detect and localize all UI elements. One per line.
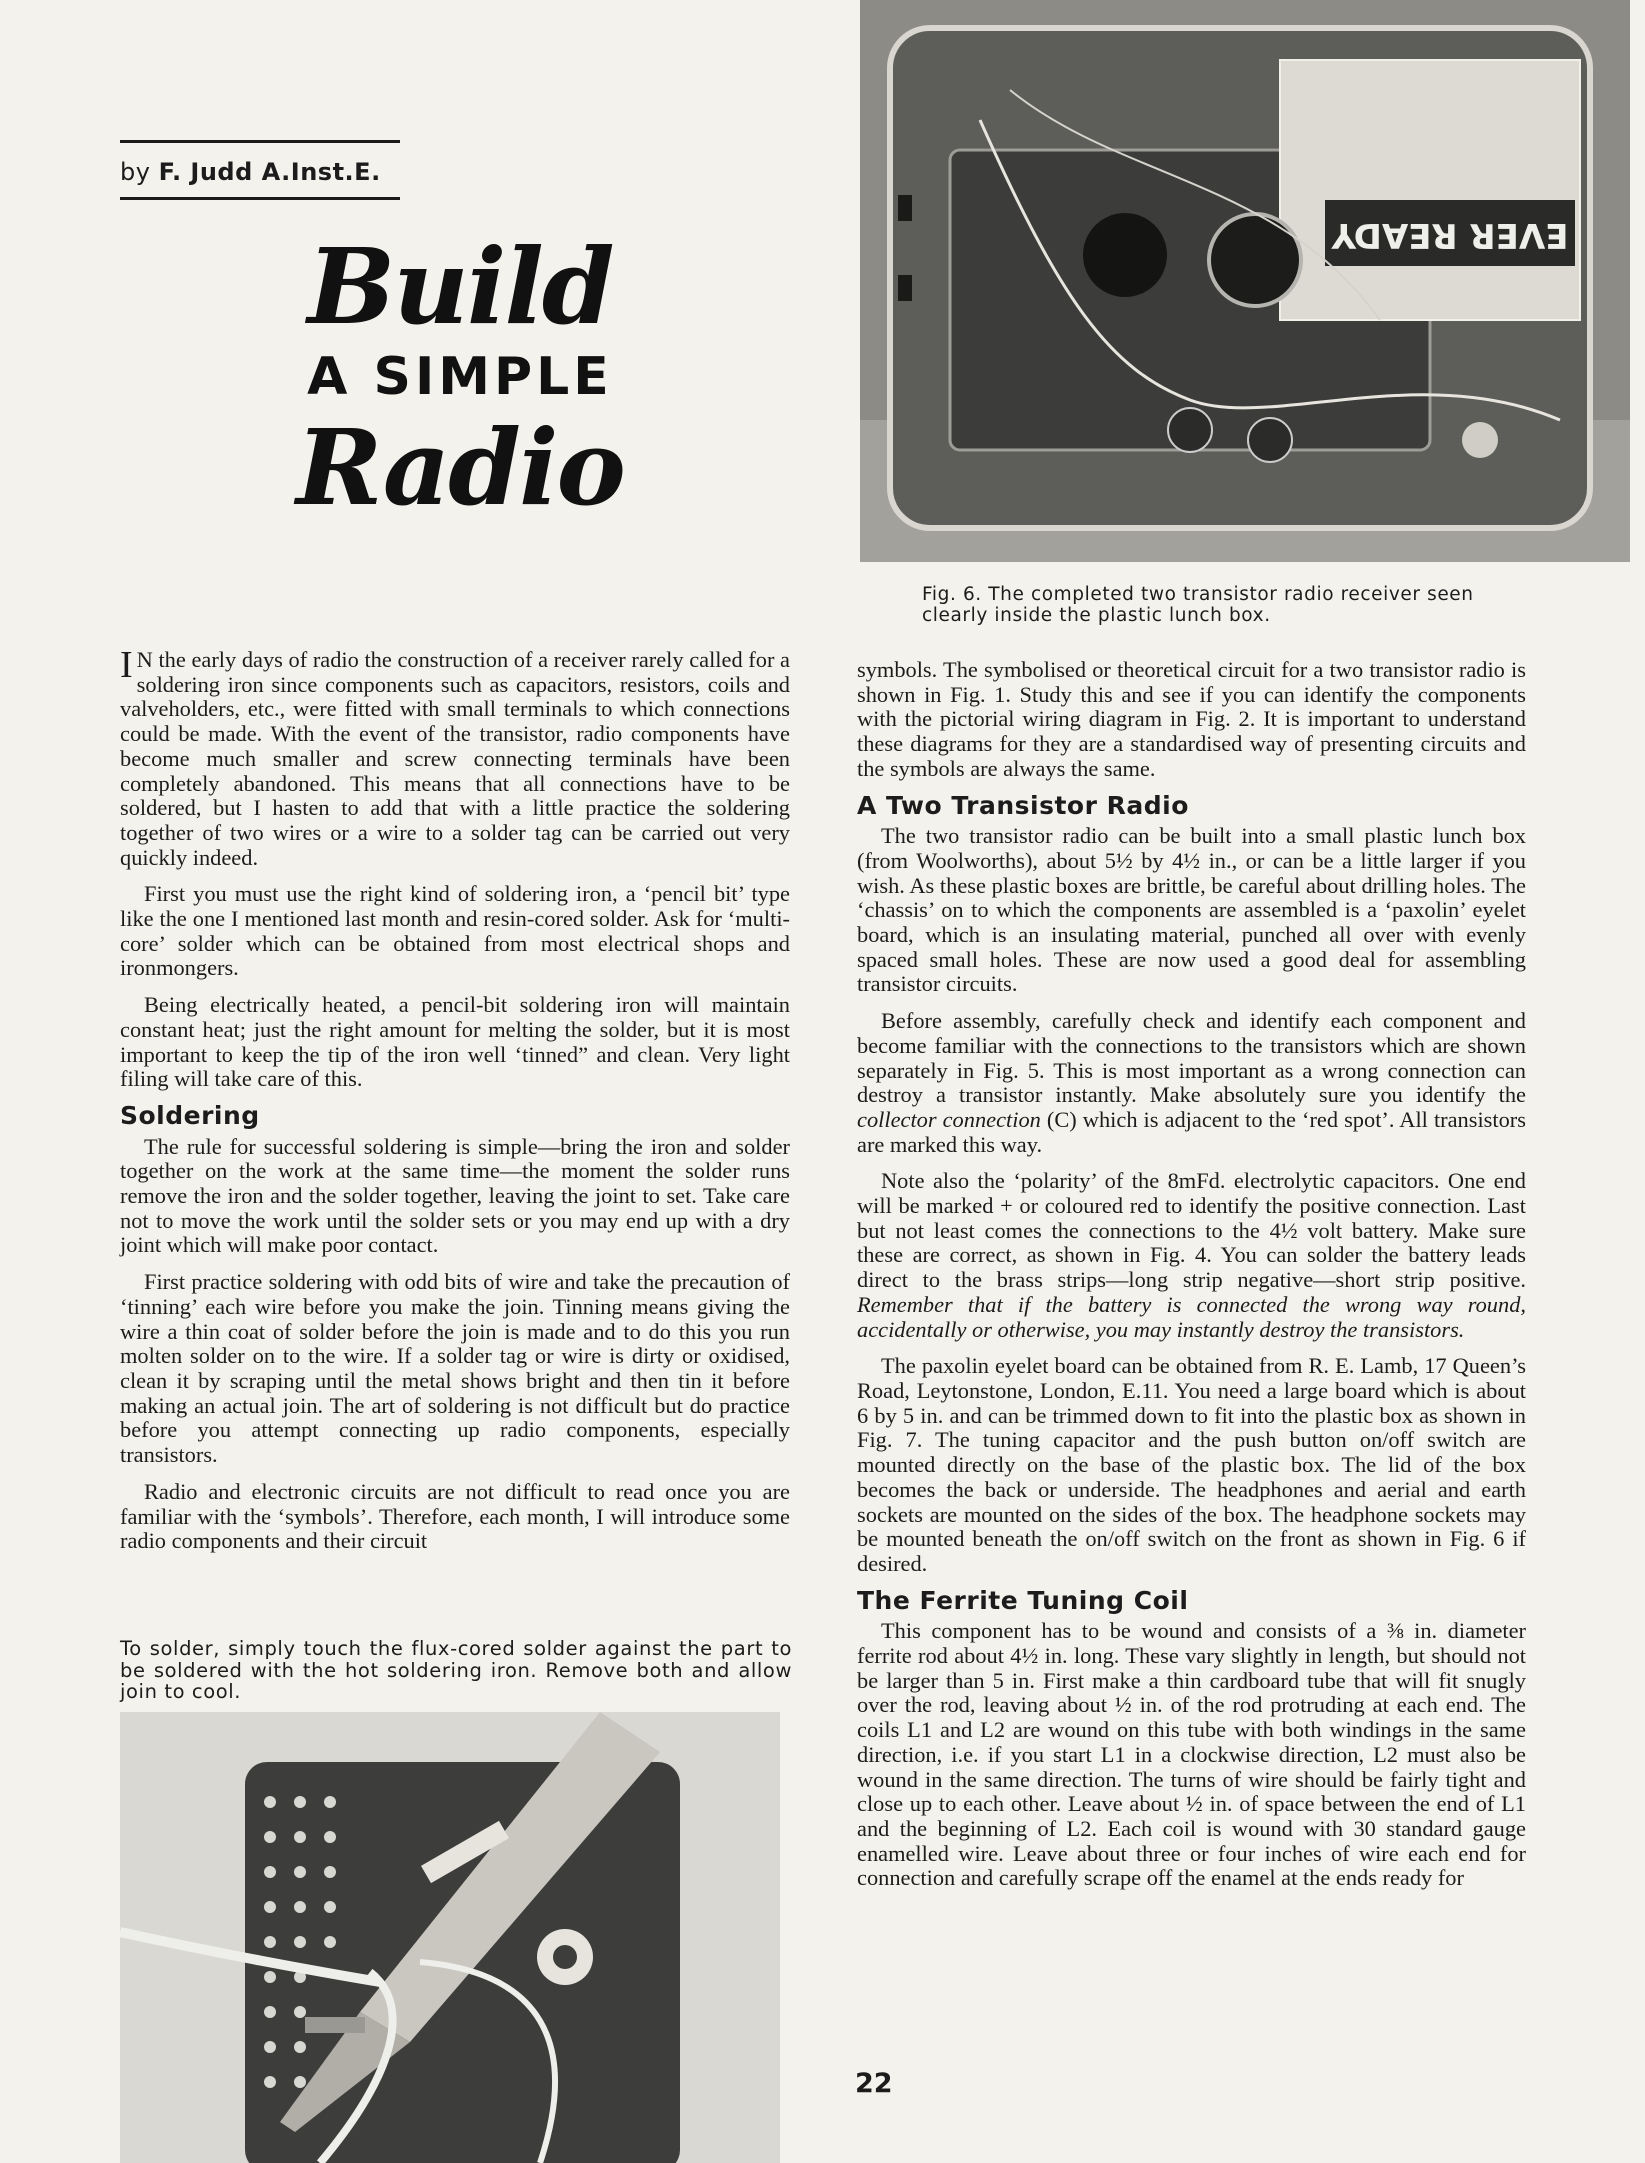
left-column: [120, 644, 790, 1566]
byline-top-rule: [120, 140, 400, 143]
intro-paragraph: I N the early days of radio the construction of a receiver rarely called for a soldering iron since components such as capacitors, resistors, coils and valveholders, etc., were fitted with small terminals to which connections could be made. With the event of the transistor, radio components have become much smaller and screw connecting terminals have been completely abandoned. This means that all connections have to be soldered, but I hasten to add that with a little practice the soldering together of two wires or a wire to a solder tag can be carried out very quickly indeed.: [120, 644, 790, 870]
title-block: [270, 225, 650, 529]
section-heading: The Ferrite Tuning Coil: [857, 1585, 1189, 1615]
section-heading: Soldering: [120, 1100, 260, 1130]
battery-label: EVER READY: [1331, 215, 1569, 255]
soldering-photo-caption: To solder, simply touch the flux-cored solder against the part to be soldered with the hot soldering iron. Remove both and allow join to cool.: [120, 1637, 792, 1703]
paragraph: The rule for successful soldering is simple—bring the iron and solder together on the work at the same time—the moment the solder runs remove the iron and the solder together, leaving the joint to set. Take care not to move the work until the solder sets or you may end up with a dry joint which will make poor contact.: [120, 1133, 790, 1258]
radio-in-lunchbox-illustration: [860, 0, 1630, 562]
paragraph: First you must use the right kind of soldering iron, a ‘pencil bit’ type like the one I mentioned last month and resin-cored solder. Ask for ‘multi-core’ solder which can be obtained from most electrical shops and ironmongers.: [120, 881, 790, 981]
paragraph: Note also the ‘polarity’ of the 8mFd. electrolytic capacitors. One end will be marked + or coloured red to identify the positive connection. Last but not least comes the connections to the 4½ volt battery. Make sure these are correct, as shown in Fig. 4. You can solder the battery leads direct to the brass strips—long strip negative—short strip positive. Remember that if the battery is connected the wrong way round, accidentally or otherwise, you may instantly destroy the transistors.: [857, 1168, 1526, 1342]
right-column: [857, 658, 1526, 1903]
page-number: 22: [855, 2068, 893, 2099]
soldering-photo: [120, 1712, 780, 2163]
fig6-caption: Fig. 6. The completed two transistor radio receiver seen clearly inside the plastic lunch box.: [922, 584, 1474, 626]
paragraph: The two transistor radio can be built into a small plastic lunch box (from Woolworths), about 5½ by 4½ in., or can be a little larger if you wish. As these plastic boxes are brittle, be careful about drilling holes. The ‘chassis’ on to which the components are assembled is a ‘paxolin’ eyelet board, which is an insulating material, punched all over with evenly spaced small holes. These are now used a good deal for assembling transistor circuits.: [857, 823, 1526, 997]
paragraph: First practice soldering with odd bits of wire and take the precaution of ‘tinning’ each wire before you make the join. Tinning means giving the wire a thin coat of solder before the join is made and to do this you run molten solder on to the wire. If a solder tag or wire is dirty or oxidised, clean it by scraping until the metal shows bright and then tin it before making an actual join. The art of soldering is not difficult but do practice before you attempt connecting up radio components, especially transistors.: [120, 1269, 790, 1468]
paragraph: Radio and electronic circuits are not difficult to read once you are familiar with the ‘symbols’. Therefore, each month, I will introduce some radio components and their circuit: [120, 1478, 790, 1554]
title-a-simple: A SIMPLE: [307, 347, 613, 407]
byline-author: F. Judd A.Inst.E.: [158, 158, 381, 186]
paragraph: Being electrically heated, a pencil-bit soldering iron will maintain constant heat; just the right amount for melting the solder, but it is most important to keep the tip of the iron well ‘tinned” and clean. Very light filing will take care of this.: [120, 992, 790, 1092]
section-heading: A Two Transistor Radio: [857, 790, 1189, 820]
title-build: Build: [307, 225, 613, 348]
paragraph: The paxolin eyelet board can be obtained from R. E. Lamb, 17 Queen’s Road, Leytonstone, London, E.11. You need a large board which is about 6 by 5 in. and can be trimmed down to fit into the plastic box as shown in Fig. 7. The tuning capacitor and the push button on/off switch are mounted directly on the base of the plastic box. The lid of the box becomes the back or underside. The headphones and aerial and earth sockets are mounted on the sides of the box. The headphone sockets may be mounted beneath the on/off switch on the front as shown in Fig. 6 if desired.: [857, 1353, 1526, 1576]
paragraph: symbols. The symbolised or theoretical circuit for a two transistor radio is shown in Fig. 1. Study this and see if you can identify the components with the pictorial wiring diagram in Fig. 2. It is important to understand these diagrams for they are a standardised way of presenting circuits and the symbols are always the same.: [857, 657, 1526, 781]
byline: [120, 158, 381, 186]
fig6-photo: [860, 0, 1630, 562]
paragraph: This component has to be wound and consists of a ⅜ in. diameter ferrite rod about 4½ in. long. These vary slightly in length, but should not be larger than 5 in. First make a thin cardboard tube that will fit snugly over the rod, leaving about ½ in. of the rod protruding at each end. The coils L1 and L2 are wound on this tube with both windings in the same direction, i.e. if you start L1 in a clockwise direction, L2 must also be wound in the same direction. The turns of wire should be fairly tight and close up to each other. Leave about ½ in. of space between the end of L1 and the beginning of L2. Each coil is wound with 30 standard gauge enamelled wire. Leave about three or four inches of wire each end for connection and carefully scrape off the enamel at the ends ready for: [857, 1618, 1526, 1891]
title-radio: Radio: [296, 406, 624, 529]
byline-prefix: by: [120, 158, 159, 186]
paragraph: Before assembly, carefully check and identify each component and become familiar with the connections to the transistors which are shown separately in Fig. 5. This is most important as a wrong connection can destroy a transistor instantly. Make absolutely sure you identify the collector connection (C) which is adjacent to the ‘red spot’. All transistors are marked this way.: [857, 1008, 1526, 1157]
soldering-iron-illustration: [120, 1712, 780, 2163]
byline-bottom-rule: [120, 197, 400, 200]
dropcap: I: [120, 644, 133, 686]
